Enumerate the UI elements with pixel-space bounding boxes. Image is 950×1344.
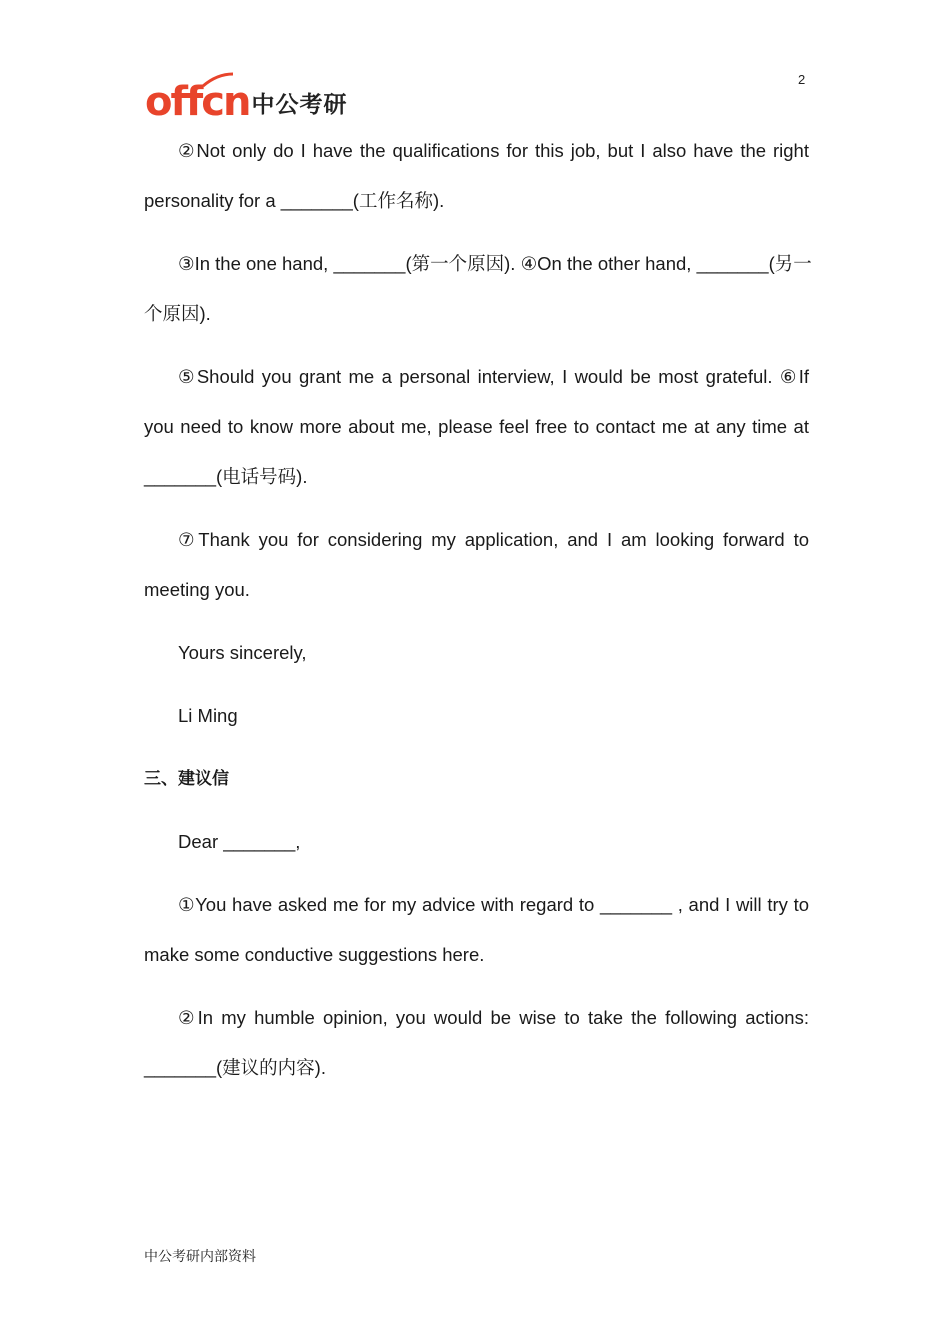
- paragraph-line: 个原因).: [144, 303, 211, 324]
- paragraph-line: ⑤Should you grant me a personal interview, I would be most grateful. ⑥If: [178, 366, 809, 387]
- paragraph-line: ③In the one hand, _______(第一个原因). ④On the other hand, _______(另一: [178, 253, 812, 274]
- paragraph-line: ⑦Thank you for considering my application, and I am looking forward to: [178, 529, 809, 550]
- paragraph-line: meeting you.: [144, 579, 250, 600]
- brand-logo: [145, 72, 347, 124]
- page-number: 2: [798, 72, 806, 87]
- paragraph-line: ①You have asked me for my advice with regard to _______ , and I will try to: [178, 894, 809, 915]
- footer-text: 中公考研内部资料: [144, 1249, 256, 1265]
- paragraph-line: _______(建议的内容).: [144, 1057, 326, 1078]
- closing-line: Yours sincerely,: [178, 642, 307, 663]
- paragraph-line: you need to know more about me, please feel free to contact me at any time at: [144, 416, 809, 437]
- paragraph-line: ②In my humble opinion, you would be wise to take the following actions:: [178, 1007, 809, 1028]
- logo-swoosh-icon: [201, 72, 235, 88]
- signature-name: Li Ming: [178, 705, 238, 726]
- logo-chinese-text: 中公考研: [251, 92, 348, 118]
- paragraph-line: make some conductive suggestions here.: [144, 944, 485, 965]
- logo-wordmark: offcn: [145, 79, 250, 125]
- salutation-line: Dear _______,: [178, 831, 301, 852]
- paragraph-line: ②Not only do I have the qualifications for this job, but I also have the right: [178, 140, 809, 161]
- section-heading: 三、建议信: [144, 769, 229, 788]
- paragraph-line: personality for a _______(工作名称).: [144, 190, 445, 211]
- paragraph-line: _______(电话号码).: [144, 466, 308, 487]
